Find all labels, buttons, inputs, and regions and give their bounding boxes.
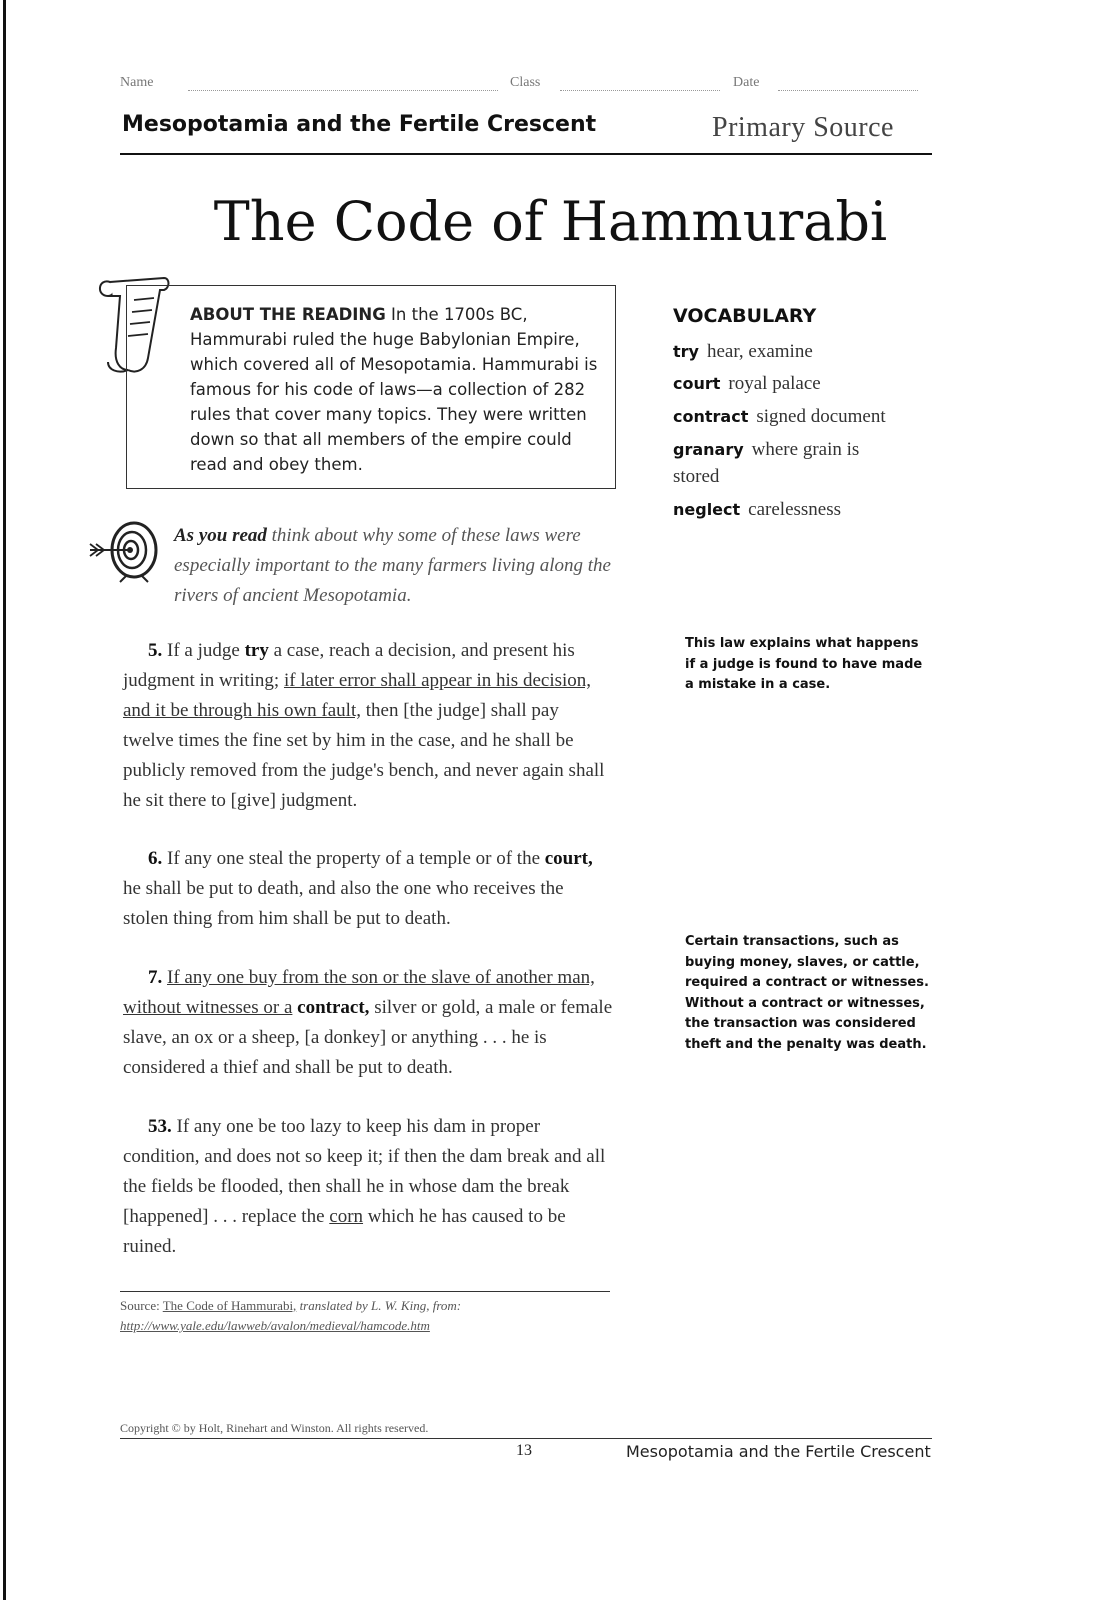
law-text: If a judge bbox=[167, 640, 240, 661]
underlined-text: corn bbox=[329, 1206, 364, 1227]
date-line bbox=[778, 90, 918, 91]
law-6 bbox=[123, 844, 613, 934]
law-text: then [the judge] shall pay twelve times the fine set by him in the case, and he shall be publicly removed from the judge's bench, and never again shall he sit there to [give] judgment. bbox=[123, 700, 605, 811]
underlined-text: if later error shall appear in his decision, and it be through his own fault, bbox=[123, 670, 592, 721]
law-text: which he has caused to be ruined. bbox=[123, 1206, 566, 1257]
law-7 bbox=[123, 963, 613, 1083]
page-number: 13 bbox=[516, 1442, 532, 1459]
vocab-item bbox=[673, 370, 933, 397]
class-label: Class bbox=[510, 75, 541, 90]
vocab-term: neglect bbox=[673, 500, 741, 519]
law-53 bbox=[123, 1112, 613, 1262]
class-line bbox=[560, 90, 720, 91]
vocab-definition: carelessness bbox=[748, 499, 842, 520]
margin-note-law-7: Certain transactions, such as buying money, slaves, or cattle, required a contract or witnesses. Without a contract or witnesses, the transaction was considered theft and the penalty was death. bbox=[685, 934, 929, 1052]
vocab-item bbox=[673, 496, 933, 523]
as-you-read-lead: As you read bbox=[174, 525, 267, 546]
law-number: 6. bbox=[148, 848, 163, 869]
vocab-term: granary bbox=[673, 440, 744, 459]
header-rule bbox=[120, 153, 932, 155]
source-rule bbox=[120, 1291, 610, 1292]
about-text-block bbox=[190, 302, 600, 477]
vocab-item bbox=[673, 403, 933, 430]
law-text: he shall be put to death, and also the one who receives the stolen thing from him shall be put to death. bbox=[123, 878, 564, 929]
law-text: a case, reach a decision, and present his judgment in writing; bbox=[123, 640, 575, 691]
vocabulary-heading: VOCABULARY bbox=[673, 305, 817, 327]
vocab-term: try bbox=[673, 342, 699, 361]
underlined-text: If any one buy from the son or the slave of another man, without witnesses or a bbox=[123, 967, 595, 1018]
law-text: silver or gold, a male or female slave, an ox or a sheep, [a donkey] or anything . . . he is considered a thief and shall be put to death. bbox=[123, 997, 613, 1078]
about-body: In the 1700s BC, Hammurabi ruled the huge Babylonian Empire, which covered all of Mesopotamia. Hammurabi is famous for his code of laws—a collection of 282 rules that cover many topics. They were written down so that all members of the empire could read and obey them. bbox=[190, 305, 598, 474]
vocab-definition: signed document bbox=[756, 406, 886, 427]
vocab-keyword: court, bbox=[544, 848, 593, 869]
margin-note-law-5: This law explains what happens if a judge is found to have made a mistake in a case. bbox=[685, 636, 923, 692]
law-number: 53. bbox=[148, 1116, 172, 1137]
name-label: Name bbox=[120, 75, 154, 90]
vocab-keyword: try bbox=[244, 640, 269, 661]
law-text: If any one steal the property of a temple or of the bbox=[167, 848, 540, 869]
law-number: 5. bbox=[148, 640, 163, 661]
footer-unit-title: Mesopotamia and the Fertile Crescent bbox=[626, 1442, 931, 1461]
law-number: 7. bbox=[148, 967, 163, 988]
page-type: Primary Source bbox=[712, 112, 894, 143]
vocab-definition: royal palace bbox=[728, 373, 821, 394]
as-you-read-prompt bbox=[174, 521, 624, 611]
source-label: Source: bbox=[120, 1298, 160, 1313]
copyright: Copyright © by Holt, Rinehart and Winston. All rights reserved. bbox=[120, 1421, 429, 1435]
source-citation bbox=[120, 1296, 620, 1336]
source-translator: translated by L. W. King, from: bbox=[299, 1298, 462, 1313]
unit-title: Mesopotamia and the Fertile Crescent bbox=[122, 112, 597, 137]
vocab-definition: hear, examine bbox=[706, 341, 813, 362]
footer-rule bbox=[120, 1438, 932, 1439]
vocab-term: contract bbox=[673, 407, 749, 426]
page-title: The Code of Hammurabi bbox=[213, 190, 888, 253]
law-5 bbox=[123, 636, 613, 816]
vocab-definition: where grain is stored bbox=[673, 439, 860, 487]
name-line bbox=[188, 90, 498, 91]
vocab-term: court bbox=[673, 374, 721, 393]
source-url: http://www.yale.edu/lawweb/avalon/medieval/hamcode.htm bbox=[120, 1318, 430, 1333]
about-heading: ABOUT THE READING bbox=[190, 305, 386, 324]
vocab-item bbox=[673, 436, 903, 490]
law-text: If any one be too lazy to keep his dam in proper condition, and does not so keep it; if then the dam break and all the fields be flooded, then shall he in whose dam the break [happened] . . . replace the bbox=[123, 1116, 606, 1227]
date-label: Date bbox=[733, 75, 760, 90]
as-you-read-text: think about why some of these laws were especially important to the many farmers living along the rivers of ancient Mesopotamia. bbox=[174, 525, 611, 606]
target-icon bbox=[86, 516, 166, 586]
source-work: The Code of Hammurabi, bbox=[162, 1298, 297, 1313]
vocab-keyword: contract, bbox=[297, 997, 370, 1018]
vocab-item bbox=[673, 338, 933, 365]
